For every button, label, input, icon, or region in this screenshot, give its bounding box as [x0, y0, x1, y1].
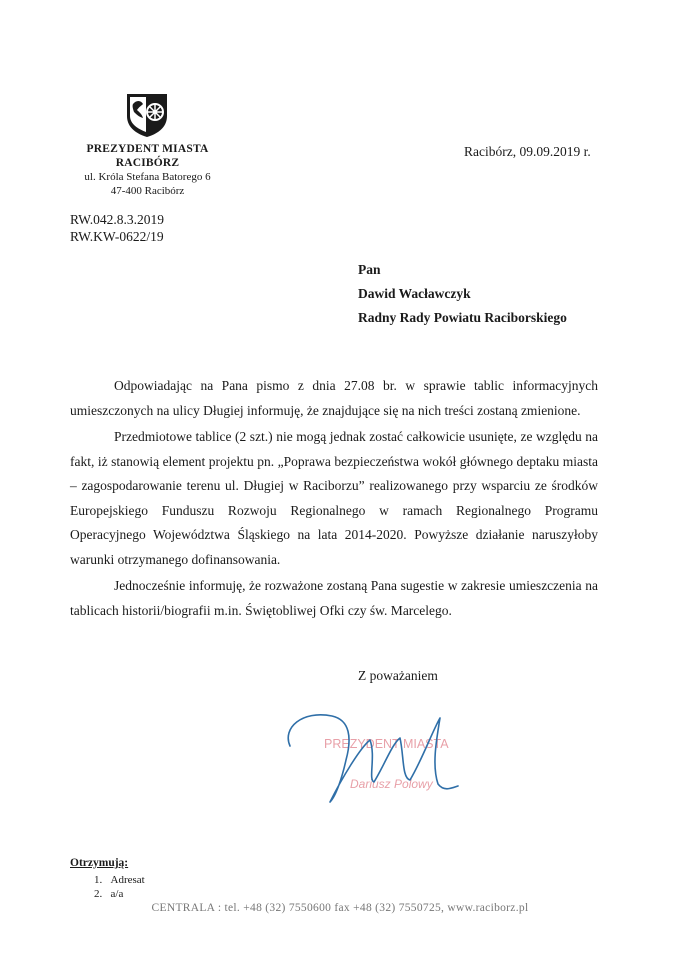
list-number: 1. — [94, 874, 103, 886]
recipient-salutation: Pan — [358, 262, 381, 277]
list-label: Adresat — [110, 874, 145, 886]
footer-contact: CENTRALA : tel. +48 (32) 7550600 fax +48 (32) 7550725, www.raciborz.pl — [151, 902, 529, 914]
reference-number: RW.KW-0622/19 — [70, 229, 164, 244]
recipient-position: Radny Rady Powiatu Raciborskiego — [358, 310, 567, 325]
list-item — [94, 888, 123, 900]
city-coat-of-arms-icon — [124, 92, 170, 138]
list-item — [94, 874, 145, 886]
signature-stamp — [272, 708, 482, 808]
sender-title: PREZYDENT MIASTA — [86, 143, 209, 155]
recipients-heading: Otrzymują: — [70, 857, 129, 869]
list-label: a/a — [110, 888, 124, 900]
body-paragraph: Odpowiadając na Pana pismo z dnia 27.08 br. w sprawie tablic informacyjnych umieszczonych na ulicy Długiej informuję, że znajdujące się na nich treści zostaną zmienione. — [70, 378, 598, 418]
sender-city: RACIBÓRZ — [115, 157, 180, 169]
stamp-name: Dariusz Polowy — [350, 777, 433, 791]
list-number: 2. — [94, 888, 103, 900]
recipient-name: Dawid Wacławczyk — [358, 286, 471, 301]
sender-postcode: 47-400 Racibórz — [110, 185, 185, 197]
body-paragraph: Jednocześnie informuję, że rozważone zostaną Pana sugestie w zakresie umieszczenia na tablicach historii/biografii m.in. Świętobliwej Ofki czy św. Marcelego. — [70, 578, 598, 618]
letter-body — [70, 374, 598, 625]
closing-phrase: Z poważaniem — [358, 668, 438, 683]
letter-date: Racibórz, 09.09.2019 r. — [464, 144, 591, 159]
stamp-title: PREZYDENT MIASTA — [324, 737, 449, 751]
body-paragraph: Przedmiotowe tablice (2 szt.) nie mogą jednak zostać całkowicie usunięte, ze względu na fakt, iż stanowią element projektu pn. „Poprawa bezpieczeństwa wokół głównego deptaku miasta – zagospodarowanie terenu ul. Długiej w Raciborzu” realizowanego przy wsparciu ze środków Europejskiego Funduszu Rozwoju Regionalnego w ramach Regionalnego Programu Operacyjnego Województwa Śląskiego na lata 2014-2020. Powyższe działanie naruszyłoby warunki otrzymanego dofinansowania. — [70, 429, 598, 567]
reference-number: RW.042.8.3.2019 — [70, 212, 165, 227]
sender-street: ul. Króla Stefana Batorego 6 — [84, 171, 211, 183]
